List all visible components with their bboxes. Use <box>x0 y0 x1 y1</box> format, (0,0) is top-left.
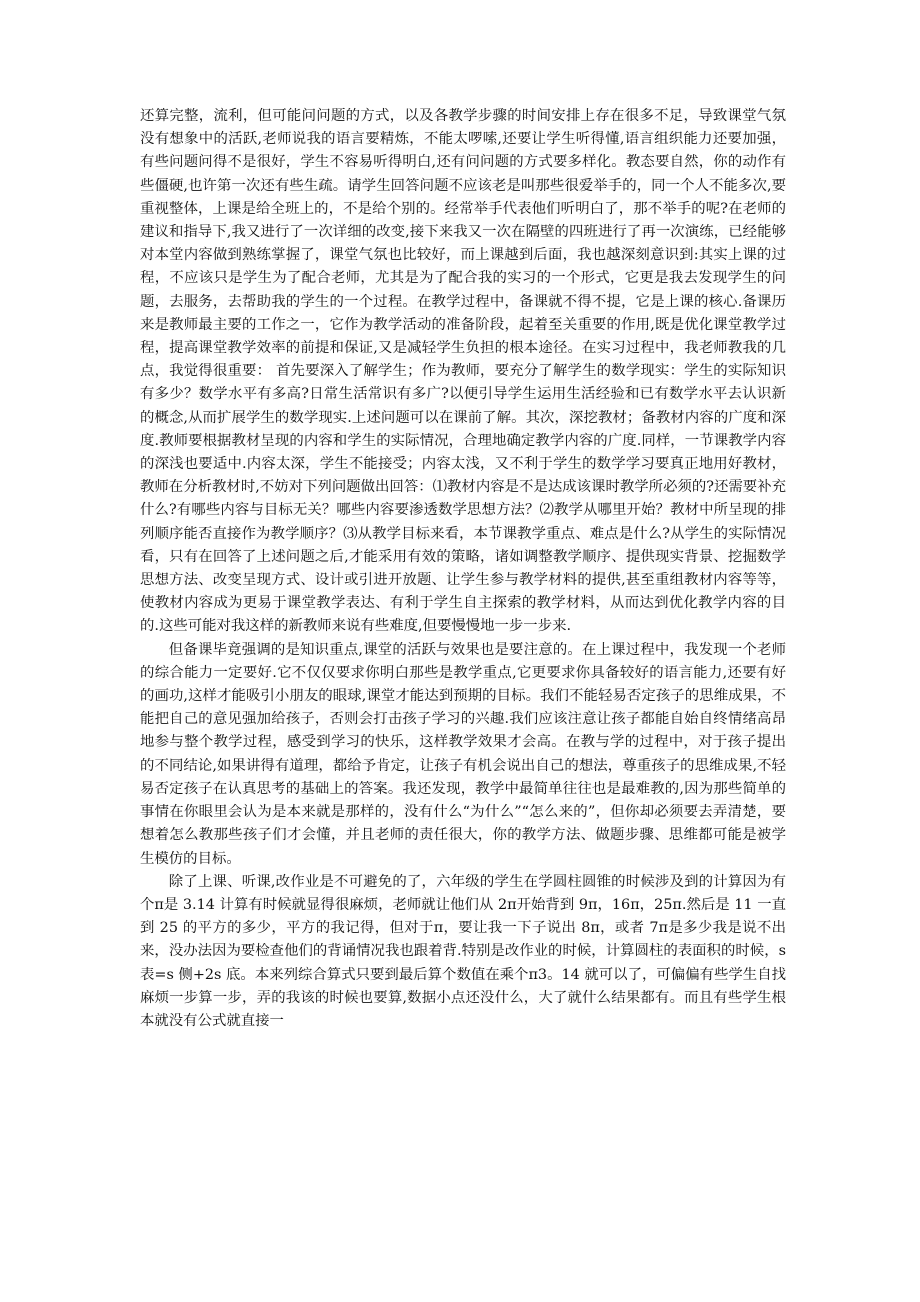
paragraph-3: 除了上课、听课,改作业是不可避免的了，六年级的学生在学圆柱圆锥的时候涉及到的计算因为有个π是 3.14 计算有时候就显得很麻烦，老师就让他们从 2π开始背到 9π，16π，25π.然后是 11 一直到 25 的平方的多少，平方的我记得，但对于π，要让我一下子说出 8π，或者 7π是多少我是说不出来，没办法因为要检查他们的背诵情况我也跟着背.特别是改作业的时候，计算圆柱的表面积的时候，s 表=s 侧+2s 底。本来列综合算式只要到最后算个数值在乘个π3。14 就可以了，可偏偏有些学生自找麻烦一步算一步，弄的我该的时候也要算,数据小点还没什么，大了就什么结果都有。而且有些学生根本就没有公式就直接一 <box>140 873 786 1029</box>
document-body <box>140 105 786 1033</box>
paragraph-1: 还算完整，流利，但可能问问题的方式，以及各教学步骤的时间安排上存在很多不足，导致课堂气氛没有想象中的活跃,老师说我的语言要精炼，不能太啰嗦,还要让学生听得懂,语言组织能力还要加强，有些问题问得不是很好，学生不容易听得明白,还有问问题的方式要多样化。教态要自然，你的动作有些僵硬,也许第一次还有些生疏。请学生回答问题不应该老是叫那些很爱举手的，同一个人不能多次,要重视整体，上课是给全班上的，不是给个别的。经常举手代表他们听明白了，那不举手的呢?在老师的建议和指导下,我又进行了一次详细的改变,接下来我又一次在隔壁的四班进行了再一次演练，已经能够对本堂内容做到熟练掌握了，课堂气氛也比较好，而上课越到后面，我也越深刻意识到:其实上课的过程，不应该只是学生为了配合老师，尤其是为了配合我的实习的一个形式，它更是我去发现学生的问题，去服务，去帮助我的学生的一个过程。在教学过程中，备课就不得不提，它是上课的核心.备课历来是教师最主要的工作之一，它作为教学活动的准备阶段，起着至关重要的作用,既是优化课堂教学过程，提高课堂教学效率的前提和保证,又是减轻学生负担的根本途径。在实习过程中，我老师教我的几点，我觉得很重要： 首先要深入了解学生；作为教师，要充分了解学生的数学现实：学生的实际知识有多少？数学水平有多高?日常生活常识有多广?以便引导学生运用生活经验和已有数学水平去认识新的概念,从而扩展学生的数学现实.上述问题可以在课前了解。其次，深挖教材；备教材内容的广度和深度.教师要根据教材呈现的内容和学生的实际情况，合理地确定教学内容的广度.同样，一节课教学内容的深浅也要适中.内容太深，学生不能接受；内容太浅，又不利于学生的数学学习要真正地用好教材，教师在分析教材时,不妨对下列问题做出回答：⑴教材内容是不是达成该课时教学所必须的?还需要补充什么?有哪些内容与目标无关？哪些内容要渗透数学思想方法？⑵教学从哪里开始？教材中所呈现的排列顺序能否直接作为教学顺序？⑶从教学目标来看，本节课教学重点、难点是什么?从学生的实际情况看，只有在回答了上述问题之后,才能采用有效的策略，诸如调整教学顺序、提供现实背景、挖掘数学思想方法、改变呈现方式、设计或引进开放题、让学生参与教学材料的提供,甚至重组教材内容等等，使教材内容成为更易于课堂教学表达、有利于学生自主探索的教学材料，从而达到优化教学内容的目的.这些可能对我这样的新教师来说有些难度,但要慢慢地一步一步来. <box>140 108 786 635</box>
paragraph-2: 但备课毕竟强调的是知识重点,课堂的活跃与效果也是要注意的。在上课过程中，我发现一个老师的综合能力一定要好.它不仅仅要求你明白那些是教学重点,它更要求你具备较好的语言能力,还要有好的画功,这样才能吸引小朋友的眼球,课堂才能达到预期的目标。我们不能轻易否定孩子的思维成果，不能把自己的意见强加给孩子，否则会打击孩子学习的兴趣.我们应该注意让孩子都能自始自终情绪高昂地参与整个教学过程，感受到学习的快乐，这样教学效果才会高。在教与学的过程中，对于孩子提出的不同结论,如果讲得有道理，都给予肯定，让孩子有机会说出自己的想法，尊重孩子的思维成果,不轻易否定孩子在认真思考的基础上的答案。我还发现，教学中最简单往往也是最难教的,因为那些简单的事情在你眼里会认为是本来就是那样的，没有什么“为什么”“怎么来的”，但你却必须要去弄清楚，要想着怎么教那些孩子们才会懂，并且老师的责任很大，你的教学方法、做题步骤、思维都可能是被学生模仿的目标。 <box>140 641 786 867</box>
